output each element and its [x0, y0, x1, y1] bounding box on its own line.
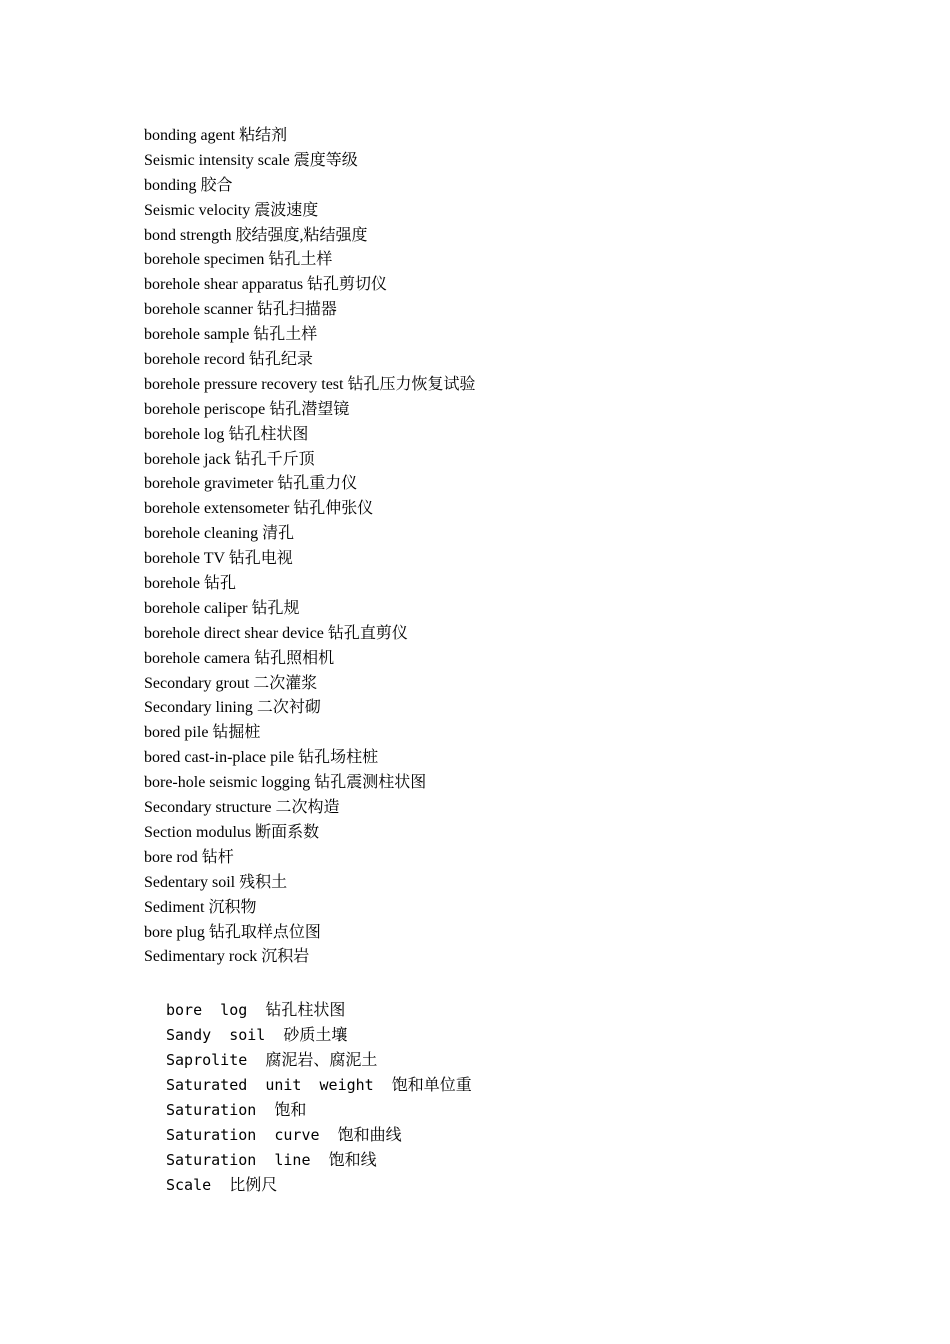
glossary-term: Saturation curve: [166, 1126, 320, 1144]
glossary-entry: Seismic intensity scale 震度等级: [144, 151, 358, 169]
glossary-entry: Sedimentary rock 沉积岩: [144, 948, 310, 966]
glossary-term: Saturation: [166, 1101, 257, 1119]
glossary-translation: 饱和: [274, 1100, 307, 1119]
glossary-entry: borehole periscope 钻孔潜望镜: [144, 400, 350, 418]
glossary-list-secondary: [166, 997, 472, 1197]
glossary-entry: borehole shear apparatus 钻孔剪切仪: [144, 276, 388, 294]
glossary-translation: 腐泥岩、腐泥土: [265, 1050, 378, 1069]
glossary-entry: borehole camera 钻孔照相机: [144, 649, 335, 667]
glossary-term: bore log: [166, 1001, 248, 1019]
glossary-entry: borehole record 钻孔纪录: [144, 351, 313, 369]
glossary-translation: 钻孔柱状图: [265, 1000, 346, 1019]
glossary-entry: bond strength 胶结强度,粘结强度: [144, 226, 368, 244]
glossary-term: Sandy soil: [166, 1026, 266, 1044]
glossary-translation: 砂质土壤: [283, 1025, 348, 1044]
glossary-entry: [166, 1022, 472, 1047]
glossary-entry: borehole pressure recovery test 钻孔压力恢复试验: [144, 375, 476, 393]
glossary-entry: bore rod 钻杆: [144, 848, 234, 866]
glossary-translation: 比例尺: [229, 1175, 278, 1194]
glossary-translation: 饱和线: [328, 1150, 377, 1169]
glossary-entry: [166, 1097, 472, 1122]
glossary-entry: borehole direct shear device 钻孔直剪仪: [144, 624, 408, 642]
glossary-entry: bonding agent 粘结剂: [144, 127, 288, 144]
glossary-entry: [166, 997, 472, 1022]
glossary-entry: bored pile 钻掘桩: [144, 724, 261, 742]
glossary-entry: borehole log 钻孔柱状图: [144, 425, 309, 443]
glossary-translation: 饱和曲线: [337, 1125, 402, 1144]
glossary-entry: [166, 1172, 472, 1197]
glossary-list-primary: [144, 124, 475, 970]
glossary-term: Saturation line: [166, 1151, 311, 1169]
glossary-term: Saprolite: [166, 1051, 248, 1069]
glossary-entry: Section modulus 断面系数: [144, 823, 320, 841]
glossary-entry: borehole extensometer 钻孔伸张仪: [144, 500, 374, 518]
glossary-entry: [166, 1147, 472, 1172]
glossary-entry: [166, 1122, 472, 1147]
glossary-term: Scale: [166, 1176, 212, 1194]
glossary-entry: bore-hole seismic logging 钻孔震测柱状图: [144, 774, 427, 792]
glossary-entry: Sediment 沉积物: [144, 898, 257, 916]
glossary-entry: Secondary structure 二次构造: [144, 799, 340, 817]
glossary-entry: borehole cleaning 清孔: [144, 525, 295, 543]
glossary-entry: borehole TV 钻孔电视: [144, 550, 293, 568]
glossary-entry: Seismic velocity 震波速度: [144, 201, 319, 219]
glossary-term: Saturated unit weight: [166, 1076, 374, 1094]
glossary-entry: bore plug 钻孔取样点位图: [144, 923, 321, 941]
glossary-entry: bonding 胶合: [144, 176, 233, 194]
glossary-entry: borehole scanner 钻孔扫描器: [144, 301, 337, 319]
glossary-translation: 饱和单位重: [391, 1075, 472, 1094]
glossary-entry: Secondary lining 二次衬砌: [144, 699, 321, 717]
glossary-entry: [166, 1072, 472, 1097]
glossary-entry: borehole jack 钻孔千斤顶: [144, 450, 315, 468]
glossary-entry: Secondary grout 二次灌浆: [144, 674, 318, 692]
glossary-entry: bored cast-in-place pile 钻孔场柱桩: [144, 749, 379, 767]
glossary-entry: borehole specimen 钻孔土样: [144, 251, 333, 269]
glossary-entry: borehole caliper 钻孔规: [144, 599, 300, 617]
glossary-entry: [166, 1047, 472, 1072]
glossary-entry: borehole gravimeter 钻孔重力仪: [144, 475, 358, 493]
glossary-entry: borehole 钻孔: [144, 575, 236, 593]
glossary-entry: borehole sample 钻孔土样: [144, 326, 318, 344]
glossary-entry: Sedentary soil 残积土: [144, 873, 288, 891]
